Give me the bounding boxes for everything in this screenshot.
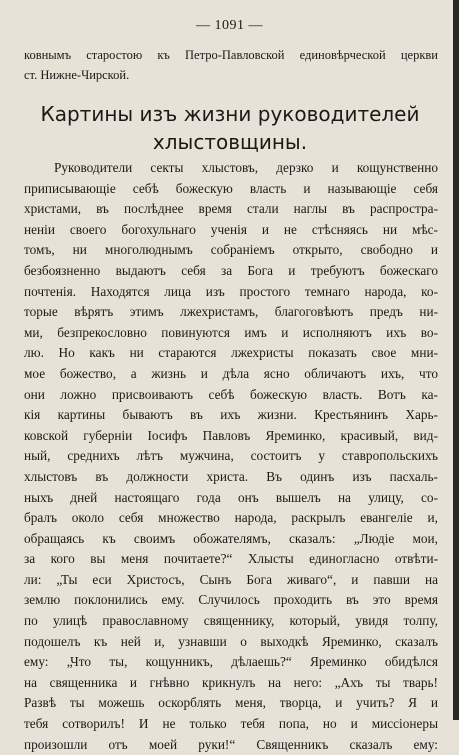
text-line: лю. Но какъ ни стараются лжехристы показать свое мни- — [24, 345, 438, 361]
text-line: мое божество, а жизнь и дѣла ясно обличаютъ ихъ, что — [24, 365, 438, 381]
text-line: хлыстовъ въ должности христа. Въ одинъ изъ пасхаль- — [24, 468, 438, 484]
text-line: неніи своего богохульнаго ученія и не стѣсняясь ни мѣс- — [24, 221, 438, 237]
text-line: приписывающіе себѣ божескую власть и называющіе себя — [24, 180, 438, 196]
text-line: Развѣ ты можешь оскорблять меня, творца, и учить? Я и — [24, 695, 438, 711]
text-line: почтенія. Находятся лица изъ простого темнаго народа, ко- — [24, 283, 438, 299]
text-line: ковской губерніи Іосифъ Павловъ Яреминко, красивый, вид- — [24, 427, 438, 443]
page-number: — 1091 — — [196, 18, 263, 33]
text-line: ковнымъ старостою къ Петро-Павловской единовѣрческой церкви — [24, 48, 438, 62]
text-line: торые вѣрятъ этимъ лжехристамъ, благоговѣютъ предъ ни- — [24, 304, 438, 320]
article-body — [24, 158, 438, 755]
text-line: бралъ около себя множество народа, раскрылъ евангеліе и, — [24, 510, 438, 526]
preceding-paragraph — [24, 45, 438, 85]
text-line: томъ, ни многолюднымъ собраніемъ открыто, свободно и — [24, 242, 438, 258]
text-line: подошелъ къ ней и, узнавши о выходкѣ Яреминко, сказалъ — [24, 633, 438, 649]
text-line: ст. Нижне-Чирской. — [24, 68, 130, 82]
text-line: они ложно присвоиваютъ себѣ божескую власть. Вотъ ка- — [24, 386, 438, 402]
text-line: произошли отъ моей руки!“ Священникъ сказалъ ему: — [24, 736, 438, 752]
text-line: ныхъ дней настоящаго года онъ вышелъ на улицу, со- — [24, 489, 438, 505]
text-line: ми, безпрекословно повинуются имъ и исполняютъ ихъ во- — [24, 324, 438, 340]
text-line: безбоязненно выдаютъ себя за Бога и требуютъ божескаго — [24, 262, 438, 278]
text-line: христами, въ послѣднее время стали наглы въ распростра- — [24, 201, 438, 217]
text-line: Руководители секты хлыстовъ, дерзко и кощунственно — [54, 160, 438, 175]
text-line: ли: „Ты еси Христосъ, Сынъ Бога живаго“, и павши на — [24, 571, 438, 587]
text-line: ему: „Что ты, кощунникъ, дѣлаешь?“ Яреминко обидѣлся — [24, 654, 438, 670]
text-line: тебя сотворилъ! И не только тебя попа, но и миссіонеры — [24, 716, 438, 732]
text-line: на священника и гнѣвно крикнулъ на него: „Ахъ ты тварь! — [24, 674, 438, 690]
article-title: Картины изъ жизни руководителей хлыстовщины. — [40, 102, 420, 154]
text-line: землю поклонились ему. Случилось проходить въ это время — [24, 592, 438, 608]
text-line: обращаясь къ своимъ обожателямъ, сказалъ: „Людіе мои, — [24, 530, 438, 546]
text-line: по улицѣ православному священнику, который, увидя толпу, — [24, 613, 438, 629]
text-line: ный, среднихъ лѣтъ мужчина, состоитъ у ставропольскихъ — [24, 448, 438, 464]
text-line: кія картины бываютъ въ ихъ жизни. Крестьянинъ Харь- — [24, 407, 438, 423]
scan-edge-shadow — [453, 0, 459, 720]
text-line: за кого вы меня почитаете?“ Хлысты единогласно отвѣти- — [24, 551, 438, 567]
